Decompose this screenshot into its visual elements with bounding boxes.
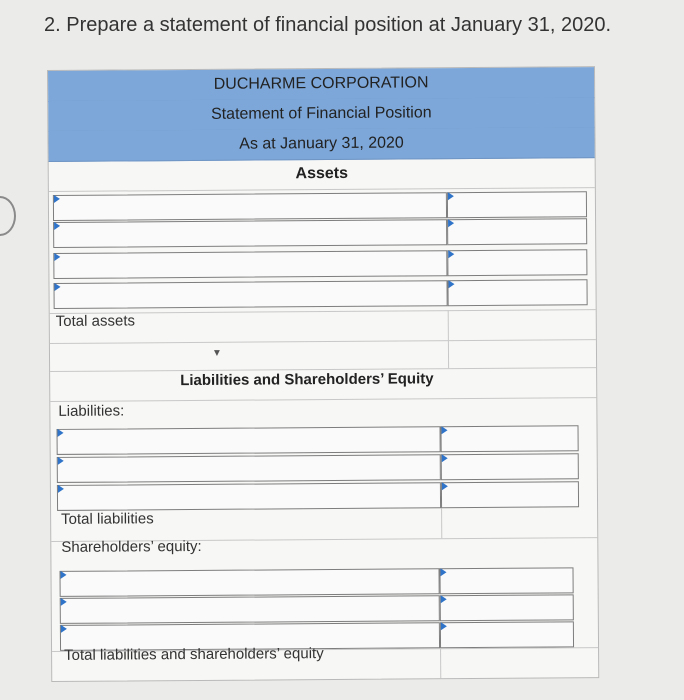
asset-amount-input-1[interactable] [447, 191, 587, 218]
equity-amount-input-1[interactable] [439, 567, 573, 594]
financial-statement-worksheet [47, 66, 599, 682]
divider [448, 310, 449, 340]
asset-account-select-4[interactable] [53, 280, 447, 309]
liability-account-select-2[interactable] [57, 454, 441, 483]
asset-amount-input-3[interactable] [447, 249, 587, 276]
left-edge-arc [0, 196, 16, 236]
liability-amount-input-2[interactable] [441, 453, 579, 480]
assets-heading: Assets [295, 164, 349, 183]
total-assets-label: Total assets [55, 312, 136, 330]
question-text: 2. Prepare a statement of financial position at January 31, 2020. [44, 14, 612, 36]
equity-amount-input-2[interactable] [440, 594, 574, 621]
statement-date: As at January 31, 2020 [48, 127, 594, 162]
divider [440, 648, 441, 678]
asset-account-select-1[interactable] [53, 192, 447, 221]
liability-amount-input-3[interactable] [441, 481, 579, 508]
equity-account-select-1[interactable] [59, 568, 439, 597]
equity-amount-input-3[interactable] [440, 621, 574, 648]
dropdown-caret-icon[interactable]: ▼ [211, 347, 222, 359]
liabilities-label: Liabilities: [58, 402, 125, 420]
equity-account-select-2[interactable] [60, 595, 440, 624]
statement-title: Statement of Financial Position [48, 97, 594, 132]
shareholders-equity-label: Shareholders’ equity: [61, 537, 202, 556]
divider [50, 339, 596, 344]
asset-amount-input-4[interactable] [447, 279, 587, 306]
liability-account-select-1[interactable] [57, 426, 441, 455]
company-name: DUCHARME CORPORATION [48, 67, 594, 102]
divider [50, 397, 596, 402]
asset-account-select-3[interactable] [53, 250, 447, 279]
total-liabilities-equity-label: Total liabilities and shareholders’ equity [64, 645, 324, 664]
asset-account-select-2[interactable] [53, 219, 447, 248]
divider [441, 508, 442, 538]
total-liabilities-label: Total liabilities [61, 510, 154, 528]
liability-amount-input-1[interactable] [440, 425, 578, 452]
divider [448, 340, 449, 368]
liability-account-select-3[interactable] [57, 482, 441, 511]
asset-amount-input-2[interactable] [447, 218, 587, 245]
liabilities-equity-heading: Liabilities and Shareholders’ Equity [180, 370, 434, 390]
